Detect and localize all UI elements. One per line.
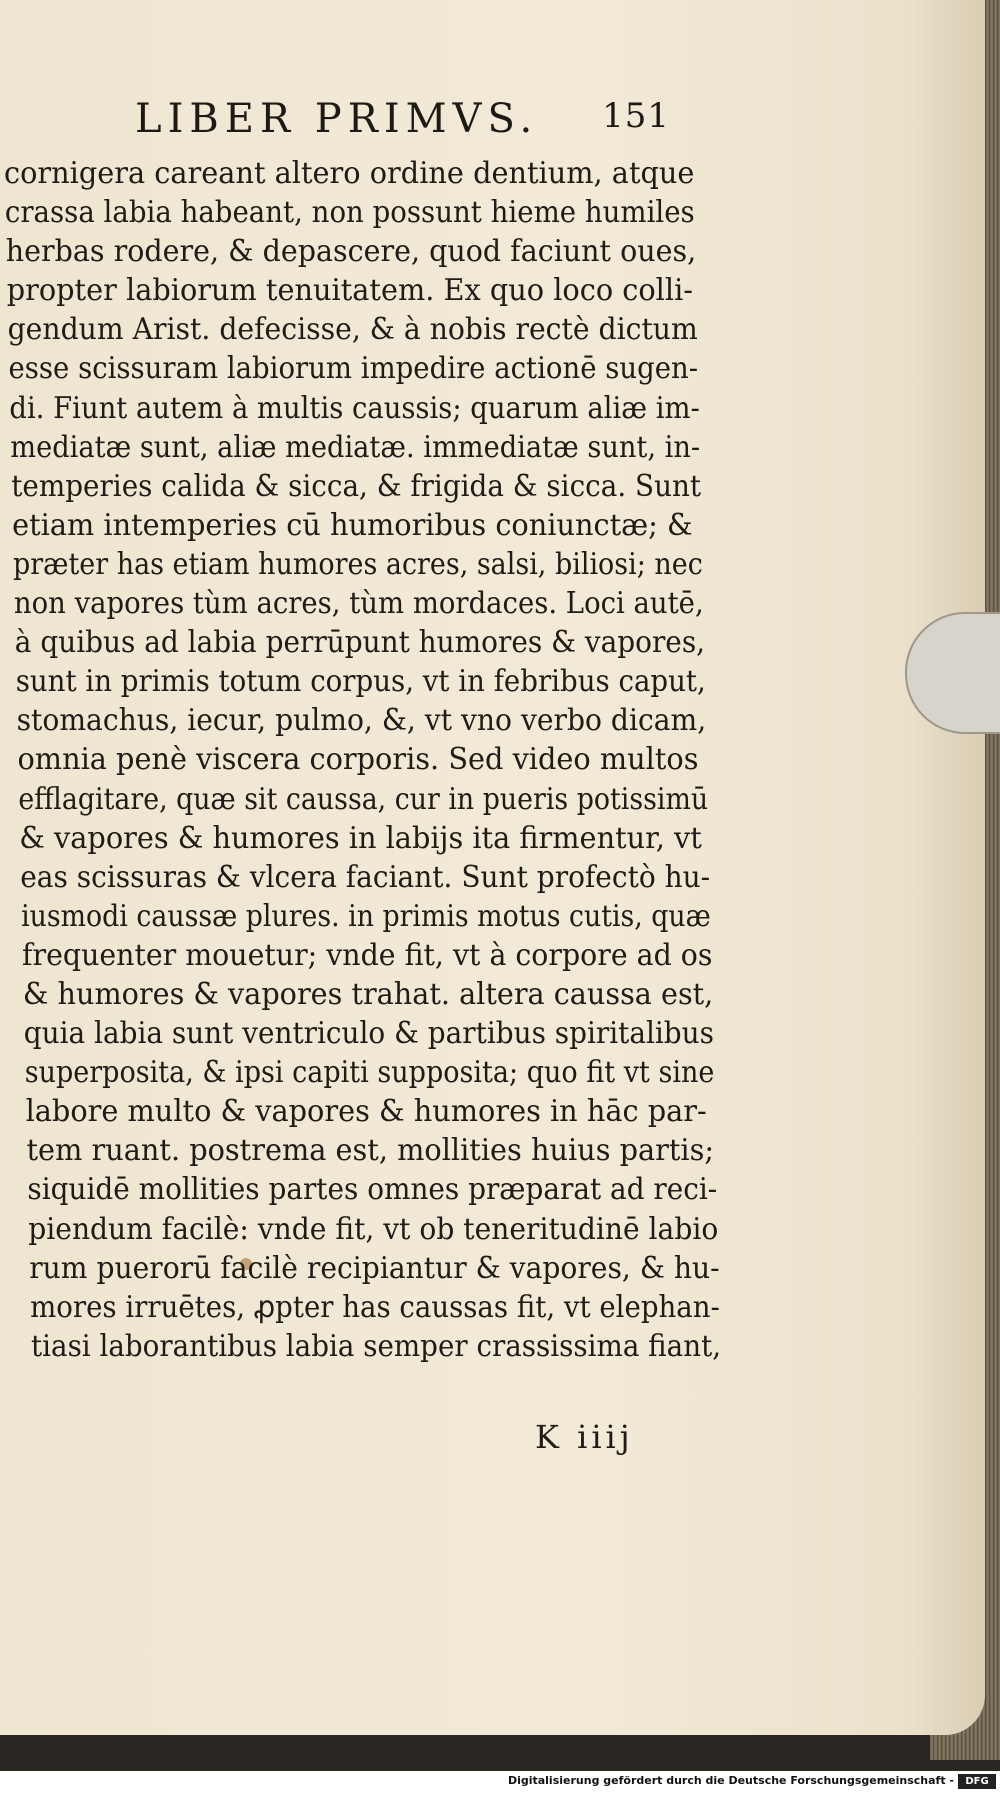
page-number: 151 [602, 96, 670, 136]
text-line: tem ruant. postrema est, mollities huius partis; [26, 1133, 715, 1169]
text-line: labore multo & vapores & humores in hāc par- [25, 1094, 707, 1130]
text-line: frequenter mouetur; vnde fit, vt à corpore ad os [22, 937, 713, 973]
text-line: non vapores tùm acres, tùm mordaces. Loci autē, [13, 586, 704, 622]
text-line: cornigera careant altero ordine dentium, atque [4, 156, 695, 191]
text-line: di. Fiunt autem à multis caussis; quarum aliæ im- [9, 390, 700, 426]
text-line: eas scissuras & vlcera faciant. Sunt profectò hu- [20, 859, 711, 895]
text-line: omnia penè viscera corporis. Sed video multos [17, 742, 699, 778]
text-line: gendum Arist. defecisse, & à nobis rectè dictum [7, 312, 698, 348]
header-title: LIBER PRIMVS. [135, 96, 539, 142]
text-line: quia labia sunt ventriculo & partibus spiritalibus [23, 1016, 714, 1052]
text-line: & humores & vapores trahat. altera caussa est, [22, 976, 714, 1012]
text-line: tiasi laborantibus labia semper crassissima fiant, [31, 1328, 722, 1364]
text-line: sunt in primis totum corpus, vt in febribus caput, [15, 664, 706, 700]
dfg-logo: DFG [958, 1774, 996, 1789]
text-line: temperies calida & sicca, & frigida & sicca. Sunt [11, 468, 702, 504]
text-line: iusmodi caussæ plures. in primis motus cutis, quæ [21, 898, 711, 934]
running-header [135, 96, 695, 148]
text-line: à quibus ad labia perrūpunt humores & vapores, [14, 625, 706, 661]
text-line: præter has etiam humores acres, salsi, biliosi; nec [13, 546, 703, 582]
text-line: herbas rodere, & depascere, quod faciunt oues, [5, 234, 697, 270]
text-line: mores irruētes, ꝓpter has caussas fit, vt elephan- [30, 1289, 720, 1325]
digitization-footer [0, 1771, 1000, 1793]
text-line: crassa labia habeant, non possunt hieme humiles [4, 195, 695, 231]
signature-mark: K iiij [535, 1418, 634, 1456]
body-text [4, 154, 724, 1366]
text-line: etiam intemperies cū humoribus coniunctæ; & [12, 507, 693, 543]
text-line: rum puerorū facilè recipiantur & vapores, & hu- [29, 1250, 720, 1286]
text-line: superposita, & ipsi capiti supposita; quo fit vt sine [24, 1055, 715, 1091]
text-line: mediatæ sunt, aliæ mediatæ. immediatæ sunt, in- [10, 429, 701, 465]
footer-credit: Digitalisierung gefördert durch die Deutsche Forschungsgemeinschaft - [507, 1774, 954, 1787]
text-line: propter labiorum tenuitatem. Ex quo loco colli- [6, 273, 693, 309]
text-line: efflagitare, quæ sit caussa, cur in pueris potissimū [18, 781, 709, 817]
text-line: stomachus, iecur, pulmo, &, vt vno verbo dicam, [16, 703, 707, 739]
text-line: piendum facilè: vnde fit, vt ob teneritudinē labio [28, 1211, 719, 1247]
text-line: siquidē mollities partes omnes præparat ad reci- [27, 1172, 718, 1208]
text-line: & vapores & humores in labijs ita firmentur, vt [19, 820, 702, 856]
text-line: esse scissuram labiorum impedire actionē sugen- [8, 351, 699, 387]
